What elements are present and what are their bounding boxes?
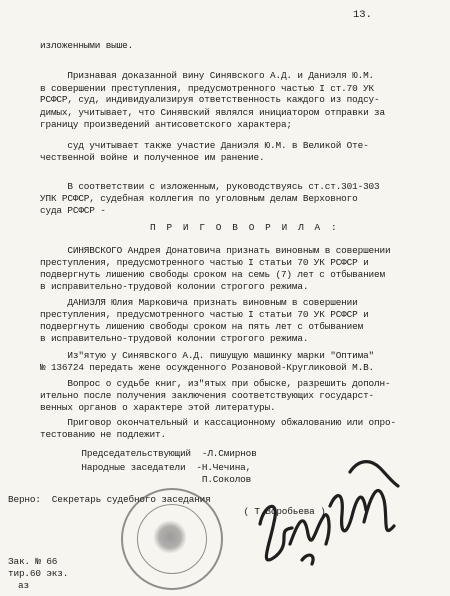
seal-emblem-icon [153,520,187,554]
lay-assessors-line: Народные заседатели -Н.Чечина, [54,462,252,473]
order-number: Зак. № 66 [8,556,58,567]
text-line-9: В соответствии с изложенным, руководствуясь ст.ст.301-303 [40,181,380,192]
text-line-11: суда РСФСР - [40,205,106,216]
text-line-14: преступления, предусмотренного частью I статьи 70 УК РСФСР и [40,257,369,268]
text-line-24: ительно после получения заключения соответствующих государст- [40,390,375,401]
text-line-25: венных органов о характере этой литературы. [40,402,276,413]
text-line-6: границу произведений антисоветского характера; [40,119,292,130]
secretary-name-line: ( Т.Воробьева ) [8,506,326,517]
presiding-judge-line: Председательствующий -Л.Смирнов [54,448,257,459]
text-line-7: суд учитывает также участие Даниэля Ю.М. в Великой Оте- [40,140,369,151]
typist-initials: аз [18,580,29,591]
text-line-3: в совершении преступления, предусмотренного частью I ст.70 УК [40,83,375,94]
text-line-5: димых, учитывает, что Синявский являлся инициатором отправки за [40,107,385,118]
text-line-1: изложенными выше. [40,40,134,51]
text-line-17: ДАНИЭЛЯ Юлия Марковича признать виновным в совершении [40,297,358,308]
print-run: тир.60 экз. [8,568,69,579]
text-line-4: РСФСР, суд, индивидуализируя ответственность каждого из подсу- [40,94,380,105]
lay-assessor-2-line: П.Соколов [54,474,252,485]
text-line-19: подвергнуть лишению свободы сроком на пять лет с отбыванием [40,321,364,332]
text-line-18: преступления, предусмотренного частью I статьи 70 УК РСФСР и [40,309,369,320]
certified-secretary-line: Верно: Секретарь судебного заседания [8,494,211,505]
text-line-20: в исправительно-трудовой колонии строгого режима. [40,333,309,344]
text-line-27: тестованию не подлежит. [40,429,166,440]
text-line-23: Вопрос о судьбе книг, из"ятых при обыске, разрешить дополн- [40,378,391,389]
page-number: 13. [353,9,372,21]
text-line-16: в исправительно-трудовой колонии строгого режима. [40,281,309,292]
text-line-8: чественной войне и полученное им ранение. [40,152,265,163]
text-line-22: № 136724 передать жене осужденного Розановой-Кругликовой М.В. [40,362,375,373]
text-line-2: Признавая доказанной вину Синявского А.Д. и Даниэля Ю.М. [40,70,375,81]
text-line-10: УПК РСФСР, судебная коллегия по уголовным делам Верховного [40,193,358,204]
text-line-13: СИНЯВСКОГО Андрея Донатовича признать виновным в совершении [40,245,391,256]
text-line-21: Из"ятую у Синявского А.Д. пишущую машинку марки "Оптима" [40,350,375,361]
verdict-heading: П Р И Г О В О Р И Л А : [150,222,340,233]
text-line-26: Приговор окончательный и кассационному обжалованию или опро- [40,417,396,428]
text-line-15: подвергнуть лишению свободы сроком на семь (7) лет с отбыванием [40,269,385,280]
